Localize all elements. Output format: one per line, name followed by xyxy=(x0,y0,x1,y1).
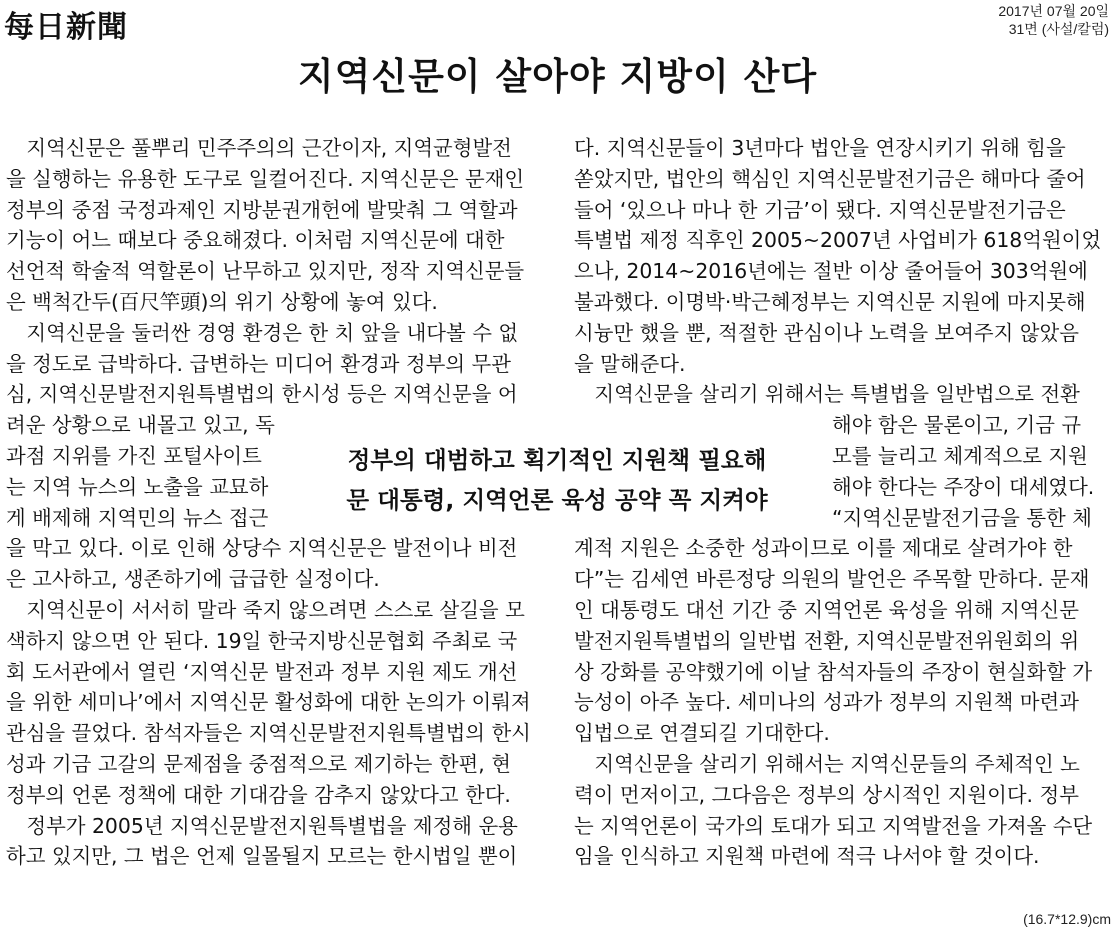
text-line: 지역신문이 서서히 말라 죽지 않으려면 스스로 살길을 모 xyxy=(6,597,525,622)
text-line: 발전지원특별법의 일반법 전환, 지역신문발전위원회의 위 xyxy=(574,628,1080,653)
text-line: 은 고사하고, 생존하기에 급급한 실정이다. xyxy=(6,567,380,592)
pull-quote-line: 정부의 대범하고 획기적인 지원책 필요해 xyxy=(347,446,767,474)
text-line: 불과했다. 이명박·박근혜정부는 지역신문 지원에 마지못해 xyxy=(574,289,1086,314)
text-line: 정부의 언론 정책에 대한 기대감을 감추지 않았다고 한다. xyxy=(6,782,511,807)
text-line: 은 백척간두(百尺竿頭)의 위기 상황에 놓여 있다. xyxy=(6,289,438,314)
text-line: 해야 한다는 주장이 대세였다. xyxy=(832,474,1095,499)
text-line: 지역신문을 살리기 위해서는 특별법을 일반법으로 전환 xyxy=(574,382,1080,407)
text-line: “지역신문발전기금을 통한 체 xyxy=(832,505,1092,530)
text-line: 선언적 학술적 역할론이 난무하고 있지만, 정작 지역신문들 xyxy=(6,259,525,284)
text-line: 다. 지역신문들이 3년마다 법안을 연장시키기 위해 힘을 xyxy=(574,136,1066,160)
text-line: 게 배제해 지역민의 뉴스 접근 xyxy=(6,505,269,530)
text-line: 색하지 않으면 안 된다. 19일 한국지방신문협회 주최로 국 xyxy=(6,628,518,653)
text-line: 정부의 중점 국정과제인 지방분권개헌에 발맞춰 그 역할과 xyxy=(6,197,518,222)
article-meta xyxy=(998,2,1109,38)
text-line: 회 도서관에서 열린 ‘지역신문 발전과 정부 지원 제도 개선 xyxy=(6,659,518,684)
text-line: 능성이 아주 높다. 세미나의 성과가 정부의 지원책 마련과 xyxy=(574,690,1079,715)
text-line: 려운 상황으로 내몰고 있고, 독 xyxy=(6,413,275,438)
text-line: 을 위한 세미나’에서 지역신문 활성화에 대한 논의가 이뤄져 xyxy=(6,690,531,715)
text-line: 을 실행하는 유용한 도구로 일컬어진다. 지역신문은 문재인 xyxy=(6,166,525,191)
headline: 지역신문이 살아야 지방이 산다 xyxy=(297,55,818,98)
text-line: 력이 먼저이고, 그다음은 정부의 상시적인 지원이다. 정부 xyxy=(574,782,1079,807)
text-line: 성과 기금 고갈의 문제점을 중점적으로 제기하는 한편, 현 xyxy=(6,751,511,776)
text-line: 지역신문을 둘러싼 경영 환경은 한 치 앞을 내다볼 수 없 xyxy=(6,320,519,345)
article-size-note: (16.7*12.9)cm xyxy=(1023,911,1111,927)
text-line: 을 말해준다. xyxy=(574,351,686,376)
text-line: 심, 지역신문발전지원특별법의 한시성 등은 지역신문을 어 xyxy=(6,382,518,407)
text-line: 정부가 2005년 지역신문발전지원특별법을 제정해 운용 xyxy=(6,813,518,838)
text-line: 는 지역언론이 국가의 토대가 되고 지역발전을 가져올 수단 xyxy=(574,813,1093,838)
text-line: 을 정도로 급박하다. 급변하는 미디어 환경과 정부의 무관 xyxy=(6,351,511,376)
text-line: 다”는 김세연 바른정당 의원의 발언은 주목할 만하다. 문재 xyxy=(574,567,1090,592)
text-line: 시늉만 했을 뿐, 적절한 관심이나 노력을 보여주지 않았음 xyxy=(574,320,1079,345)
publish-date: 2017년 07월 20일 xyxy=(998,3,1109,19)
text-line: 는 지역 뉴스의 노출을 교묘하 xyxy=(6,474,269,499)
text-line: 지역신문을 살리기 위해서는 지역신문들의 주체적인 노 xyxy=(574,751,1080,776)
text-line: 을 막고 있다. 이로 인해 상당수 지역신문은 발전이나 비전 xyxy=(6,536,518,561)
text-line: 지역신문은 풀뿌리 민주주의의 근간이자, 지역균형발전 xyxy=(6,136,512,160)
text-line: 상 강화를 공약했기에 이날 참석자들의 주장이 현실화할 가 xyxy=(574,659,1093,684)
text-line: 해야 함은 물론이고, 기금 규 xyxy=(832,413,1082,438)
page-section: 31면 (사설/칼럼) xyxy=(1008,21,1109,37)
pull-quote xyxy=(292,436,822,524)
text-line: 모를 늘리고 체계적으로 지원 xyxy=(832,443,1088,468)
text-line: 인 대통령도 대선 기간 중 지역언론 육성을 위해 지역신문 xyxy=(574,597,1079,622)
pull-quote-line: 문 대통령, 지역언론 육성 공약 꼭 지켜야 xyxy=(346,486,768,514)
text-line: 으나, 2014~2016년에는 절반 이상 줄어들어 303억원에 xyxy=(574,259,1088,284)
text-line: 입법으로 연결되길 기대한다. xyxy=(574,721,830,746)
text-line: 관심을 끌었다. 참석자들은 지역신문발전지원특별법의 한시 xyxy=(6,721,531,746)
newspaper-logo: 每日新聞 xyxy=(4,10,128,45)
text-line: 쏟았지만, 법안의 핵심인 지역신문발전기금은 해마다 줄어 xyxy=(574,166,1086,191)
text-line: 특별법 제정 직후인 2005~2007년 사업비가 618억원이었 xyxy=(574,228,1102,253)
text-line: 하고 있지만, 그 법은 언제 일몰될지 모르는 한시법일 뿐이 xyxy=(6,844,518,869)
text-line: 임을 인식하고 지원책 마련에 적극 나서야 할 것이다. xyxy=(574,844,1040,869)
text-line: 기능이 어느 때보다 중요해졌다. 이처럼 지역신문에 대한 xyxy=(6,228,505,253)
text-line: 계적 지원은 소중한 성과이므로 이를 제대로 살려가야 한 xyxy=(574,536,1073,561)
text-line: 들어 ‘있으나 마나 한 기금’이 됐다. 지역신문발전기금은 xyxy=(574,197,1066,222)
text-line: 과점 지위를 가진 포털사이트 xyxy=(6,443,262,468)
